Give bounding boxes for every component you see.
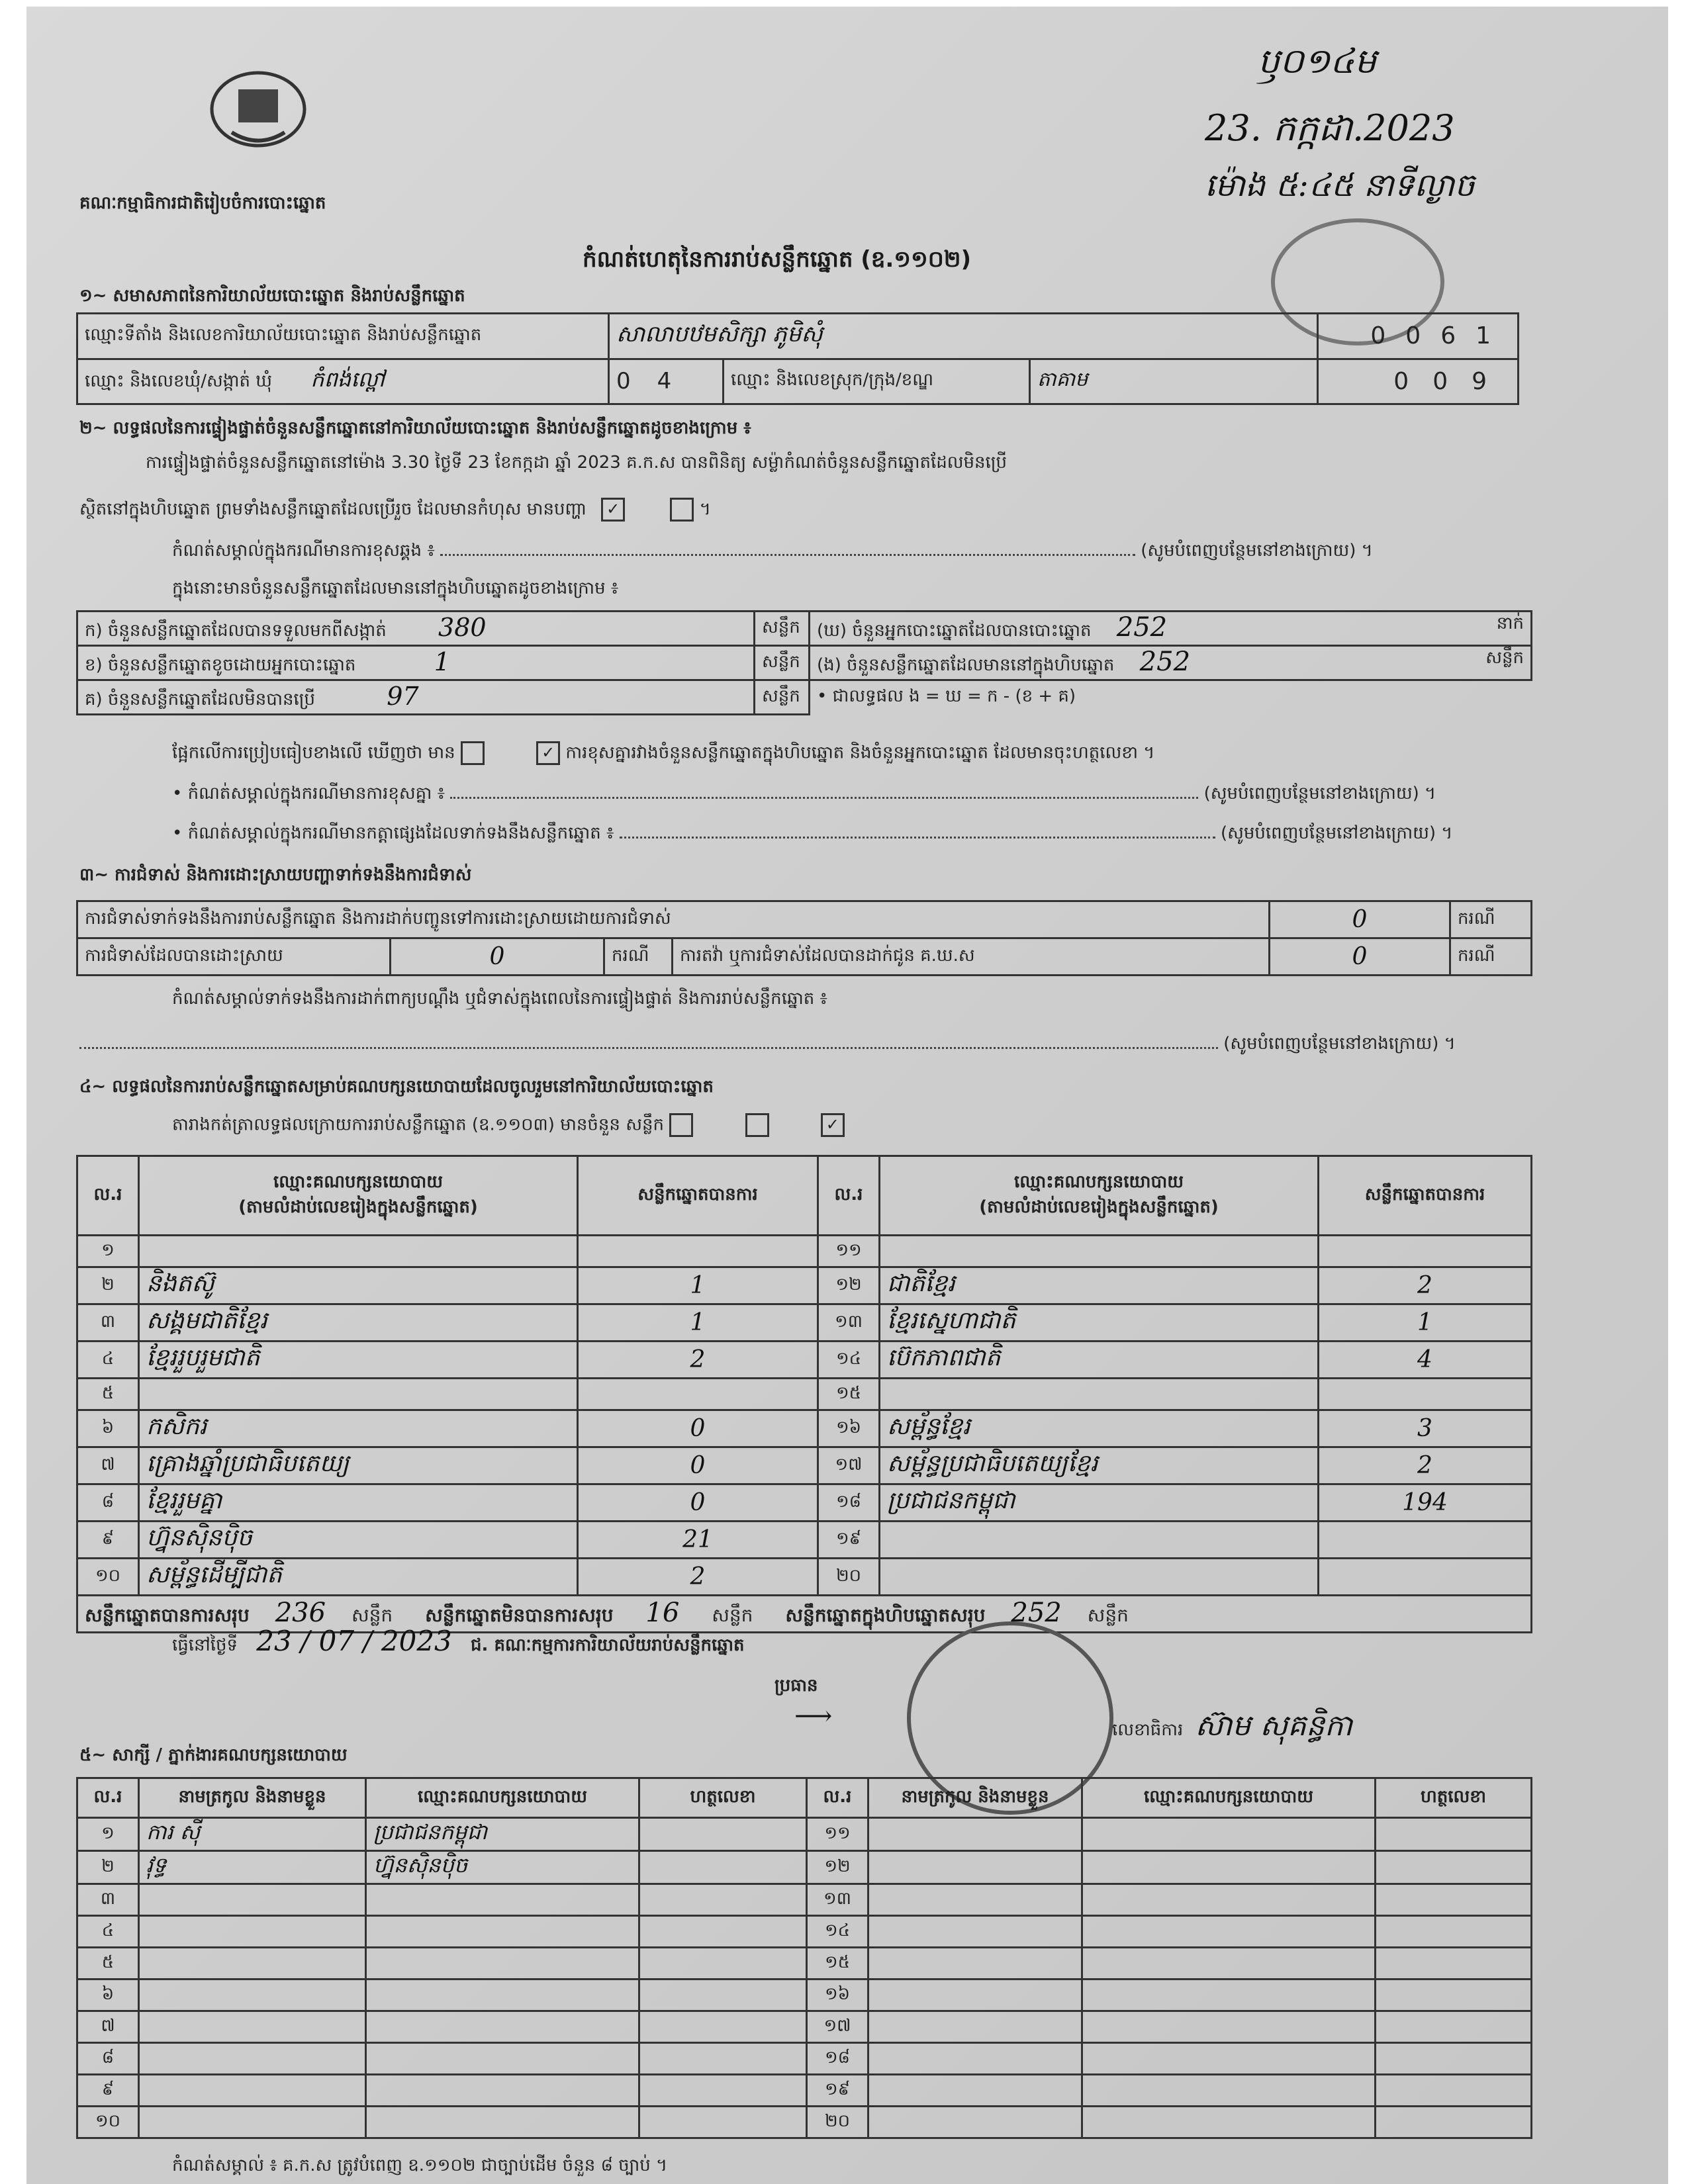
footer-note: កំណត់សម្គាល់ ៖ គ.ក.ស ត្រូវបំពេញ ឧ.១១០២ ជាច្បាប់ដើម ចំនួន ៨ ច្បាប់ ។ xyxy=(172,2156,668,2175)
row-c-unit: សន្លឹក xyxy=(755,680,810,715)
table-row xyxy=(77,1818,1532,1851)
witness-name xyxy=(868,1851,1082,1884)
bullet2-text: • កំណត់សម្គាល់ក្នុងករណីមានកត្តាផ្សេងដែលទាក់ទងនឹងសន្លឹកឆ្នោត ៖ xyxy=(172,823,614,843)
party-votes: 1 xyxy=(578,1267,818,1304)
party-votes: 0 xyxy=(578,1410,818,1447)
ballot-count-table xyxy=(76,610,1532,715)
party-name xyxy=(880,1559,1319,1596)
witness-name: ការ ស៊ី xyxy=(139,1818,366,1851)
witness-signature[interactable] xyxy=(639,1916,807,1948)
witness-party xyxy=(1082,1884,1376,1916)
bullet1-text: • កំណត់សម្គាល់ក្នុងករណីមានការខុសគ្នា ៖ xyxy=(172,784,445,803)
witness-no: ៧ xyxy=(77,2011,139,2043)
secretary-label: លេខាធិការ xyxy=(1112,1720,1184,1740)
col-no-right: ល.រ xyxy=(818,1156,880,1236)
party-votes: 0 xyxy=(578,1484,818,1522)
witness-col-no: ល.រ xyxy=(77,1778,139,1818)
party-votes: 2 xyxy=(1319,1447,1532,1484)
objection-table xyxy=(76,900,1532,976)
objection-row1-value: 0 xyxy=(1270,901,1450,938)
witness-no: ៨ xyxy=(77,2043,139,2075)
section3-heading: ៣~ ការជំទាស់ និងការដោះស្រាយបញ្ហាទាក់ទងនឹងការជំទាស់ xyxy=(79,865,472,885)
witness-no: ១៣ xyxy=(807,1884,868,1916)
total-invalid-label: សន្លឹកឆ្នោតមិនបានការសរុប xyxy=(425,1604,614,1626)
party-no: ៦ xyxy=(77,1410,139,1447)
party-no: ១៦ xyxy=(818,1410,880,1447)
party-name: សង្គមជាតិខ្មែរ xyxy=(139,1304,578,1342)
witness-name xyxy=(868,1884,1082,1916)
party-name: សម្ព័ន្ធខ្មែរ xyxy=(880,1410,1319,1447)
date-tail: ជ. គណៈកម្មការការិយាល័យរាប់សន្លឹកឆ្នោត xyxy=(471,1635,745,1655)
witness-table xyxy=(76,1777,1532,2139)
witness-no: ១៦ xyxy=(807,1979,868,2011)
table-row xyxy=(77,2011,1532,2043)
objection-row1-unit: ករណី xyxy=(1450,901,1532,938)
party-no: ៥ xyxy=(77,1379,139,1410)
section3-note-suffix: (សូមបំពេញបន្ថែមនៅខាងក្រោយ) ។ xyxy=(1223,1034,1456,1054)
row-a-label: ក) ចំនួនសន្លឹកឆ្នោតដែលបានទទួលមកពីសង្កាត់ xyxy=(85,620,387,641)
row-b-label: ខ) ចំនួនសន្លឹកឆ្នោតខូចដោយអ្នកបោះឆ្នោត xyxy=(85,655,356,675)
district-code: 9 xyxy=(1472,367,1511,395)
table-row xyxy=(77,1267,1532,1304)
witness-signature[interactable] xyxy=(1376,1851,1532,1884)
commune-code: 0 xyxy=(616,368,657,395)
table-row xyxy=(77,1522,1532,1559)
party-no: ១ xyxy=(77,1236,139,1267)
party-no: ៧ xyxy=(77,1447,139,1484)
witness-party: ប្រជាជនកម្ពុជា xyxy=(366,1818,639,1851)
witness-col-party-right: ឈ្មោះគណបក្សនយោបាយ xyxy=(1082,1778,1376,1818)
party-no: ៤ xyxy=(77,1342,139,1379)
objection-row2-value2: 0 xyxy=(1270,938,1450,976)
table-row xyxy=(77,2107,1532,2138)
party-name xyxy=(139,1379,578,1410)
witness-no: ៥ xyxy=(77,1948,139,1979)
witness-party xyxy=(366,1916,639,1948)
row-d-unit: នាក់ xyxy=(1496,614,1524,633)
party-name: ប្រជាជនកម្ពុជា xyxy=(880,1484,1319,1522)
secretary-name: ស៊ាម សុគន្ធិកា xyxy=(1195,1709,1352,1743)
chief-signature-icon: ⟶ xyxy=(794,1701,833,1731)
witness-name xyxy=(868,2075,1082,2107)
section5-heading: ៥~ សាក្សី / ភ្នាក់ងារគណបក្សនយោបាយ xyxy=(79,1745,348,1765)
witness-name xyxy=(868,2043,1082,2075)
district-value: តាគាម xyxy=(1030,359,1318,404)
intro-text: តារាងកត់ត្រាលទ្ធផលក្រោយការរាប់សន្លឹកឆ្នោត (ឧ.១១០៣) មានចំនួន សន្លឹក xyxy=(172,1115,664,1135)
table-row xyxy=(77,1979,1532,2011)
section2-para3: ក្នុងនោះមានចំនួនសន្លឹកឆ្នោតដែលមាននៅក្នុងហិបឆ្នោតដូចខាងក្រោម ៖ xyxy=(172,578,619,598)
row-e-value: 252 xyxy=(1139,647,1191,677)
witness-signature[interactable] xyxy=(1376,2107,1532,2138)
table-row xyxy=(77,1948,1532,1979)
secretary-line xyxy=(1112,1707,1352,1750)
objection-row2-unit2: ករណី xyxy=(1450,938,1532,976)
witness-party xyxy=(1082,1851,1376,1884)
witness-name xyxy=(139,2043,366,2075)
party-votes xyxy=(578,1236,818,1267)
table-row xyxy=(77,1342,1532,1379)
total-box-label: សន្លឹកឆ្នោតក្នុងហិបឆ្នោតសរុប xyxy=(785,1604,986,1626)
witness-party xyxy=(1082,2011,1376,2043)
code-digit: 1 xyxy=(1476,322,1511,350)
witness-party xyxy=(366,2107,639,2138)
commune-code: 4 xyxy=(657,368,698,395)
bullet-note-1 xyxy=(172,782,1536,807)
witness-party xyxy=(366,1979,639,2011)
section3-note xyxy=(172,987,1536,1013)
party-votes: 2 xyxy=(1319,1267,1532,1304)
objection-row2-value: 0 xyxy=(391,938,604,976)
bullet1-suffix: (សូមបំពេញបន្ថែមនៅខាងក្រោយ) ។ xyxy=(1203,784,1436,803)
party-no: ១៥ xyxy=(818,1379,880,1410)
witness-name xyxy=(139,1916,366,1948)
witness-party xyxy=(366,2075,639,2107)
witness-party xyxy=(1082,1916,1376,1948)
party-no: ៣ xyxy=(77,1304,139,1342)
date-line xyxy=(172,1625,744,1659)
table-row xyxy=(77,2043,1532,2075)
witness-signature[interactable] xyxy=(1376,2043,1532,2075)
witness-party xyxy=(366,1884,639,1916)
row-e-unit: សន្លឹក xyxy=(1485,648,1524,668)
party-votes xyxy=(1319,1379,1532,1410)
witness-no: ១៧ xyxy=(807,2011,868,2043)
witness-signature[interactable] xyxy=(639,2107,807,2138)
witness-signature[interactable] xyxy=(639,2075,807,2107)
party-votes xyxy=(1319,1522,1532,1559)
witness-signature[interactable] xyxy=(639,2043,807,2075)
party-name: កសិករ xyxy=(139,1410,578,1447)
witness-signature[interactable] xyxy=(1376,1884,1532,1916)
section4-heading: ៤~ លទ្ធផលនៃការរាប់សន្លឹកឆ្នោតសម្រាប់គណបក្សនយោបាយដែលចូលរួមនៅការិយាល័យបោះឆ្នោត xyxy=(79,1077,714,1097)
col-votes: សន្លឹកឆ្នោតបានការ xyxy=(578,1156,818,1236)
col-party-sub-right: (តាមលំដាប់លេខរៀងក្នុងសន្លឹកឆ្នោត) xyxy=(979,1197,1219,1217)
witness-signature[interactable] xyxy=(639,1979,807,2011)
witness-party xyxy=(366,2011,639,2043)
witness-col-party: ឈ្មោះគណបក្សនយោបាយ xyxy=(366,1778,639,1818)
objection-row2-label2: ការតវ៉ា ឬការជំទាស់ដែលបានដាក់ជូន គ.ឃ.ស xyxy=(673,938,1270,976)
party-name: សម្ព័ន្ធប្រជាធិបតេយ្យខ្មែរ xyxy=(880,1447,1319,1484)
commune-label: ឈ្មោះ និងលេខឃុំ/សង្កាត់ ឃុំ xyxy=(85,371,273,391)
code-digit: 0 xyxy=(1405,322,1441,350)
witness-name xyxy=(139,1948,366,1979)
location-value: សាលាបឋមសិក្សា ភូមិសុំ xyxy=(609,314,1318,359)
table-row xyxy=(77,1559,1532,1596)
witness-no: ១៩ xyxy=(807,2075,868,2107)
row-b-value: 1 xyxy=(434,647,450,676)
witness-no: ១៨ xyxy=(807,2043,868,2075)
row-d-label: (ឃ) ចំនួនអ្នកបោះឆ្នោតដែលបានបោះឆ្នោត xyxy=(817,621,1092,641)
witness-col-name-right: នាមត្រកូល និងនាមខ្លួន xyxy=(868,1778,1082,1818)
witness-no: ១ xyxy=(77,1818,139,1851)
witness-col-sign-right: ហត្ថលេខា xyxy=(1376,1778,1532,1818)
total-valid: 236 xyxy=(275,1597,326,1628)
witness-party xyxy=(1082,2075,1376,2107)
party-no: ១០ xyxy=(77,1559,139,1596)
party-no: ១២ xyxy=(818,1267,880,1304)
row-e-label: (ង) ចំនួនសន្លឹកឆ្នោតដែលមាននៅក្នុងហិបឆ្នោត xyxy=(817,655,1115,675)
party-name xyxy=(139,1236,578,1267)
row-a-value: 380 xyxy=(438,612,487,642)
witness-signature[interactable] xyxy=(639,1818,807,1851)
witness-no: ២០ xyxy=(807,2107,868,2138)
party-name: ប៊េកភាពជាតិ xyxy=(880,1342,1319,1379)
bullet2-suffix: (សូមបំពេញបន្ថែមនៅខាងក្រោយ) ។ xyxy=(1220,823,1453,843)
witness-no: ១១ xyxy=(807,1818,868,1851)
table-row xyxy=(77,1484,1532,1522)
table-row xyxy=(77,1236,1532,1267)
total-invalid: 16 xyxy=(645,1597,680,1628)
commune-value: កំពង់ល្ពៅ xyxy=(310,366,385,392)
row-a-unit: សន្លឹក xyxy=(755,612,810,646)
party-name xyxy=(880,1522,1319,1559)
table-row xyxy=(77,1304,1532,1342)
witness-col-sign: ហត្ថលេខា xyxy=(639,1778,807,1818)
witness-no: ១៥ xyxy=(807,1948,868,1979)
table-row xyxy=(77,1916,1532,1948)
witness-col-no-right: ល.រ xyxy=(807,1778,868,1818)
witness-name xyxy=(139,1979,366,2011)
checkbox-yes[interactable]: ✓ xyxy=(601,498,625,522)
district-code: 0 xyxy=(1432,367,1472,395)
bullet-note-2 xyxy=(172,822,1536,847)
table-row xyxy=(77,1447,1532,1484)
total-box-unit: សន្លឹក xyxy=(1087,1604,1129,1626)
date-label: ធ្វើនៅថ្ងៃទី xyxy=(172,1635,238,1655)
hand-note-1: ឫ០១៤ម xyxy=(1258,42,1377,81)
witness-name xyxy=(139,1884,366,1916)
section2-para4 xyxy=(172,741,1536,767)
sheet-count-box-1[interactable] xyxy=(669,1113,693,1137)
party-name xyxy=(880,1236,1319,1267)
witness-name xyxy=(868,1948,1082,1979)
col-party: ឈ្មោះគណបក្សនយោបាយ xyxy=(273,1171,443,1192)
party-votes: 2 xyxy=(578,1342,818,1379)
witness-signature[interactable] xyxy=(639,1948,807,1979)
witness-no: ៣ xyxy=(77,1884,139,1916)
party-name: និងតស៊ូ xyxy=(139,1267,578,1304)
witness-no: ២ xyxy=(77,1851,139,1884)
party-no: ៩ xyxy=(77,1522,139,1559)
section2-para2-tail: ។ xyxy=(699,499,711,520)
witness-party xyxy=(1082,1818,1376,1851)
witness-signature[interactable] xyxy=(1376,1948,1532,1979)
witness-signature[interactable] xyxy=(1376,1979,1532,2011)
total-valid-unit: សន្លឹក xyxy=(352,1604,393,1626)
party-name: ជាតិខ្មែរ xyxy=(880,1267,1319,1304)
section2-note xyxy=(172,539,1523,565)
witness-signature[interactable] xyxy=(1376,1916,1532,1948)
section3-note-text: កំណត់សម្គាល់ទាក់ទងនឹងការដាក់ពាក្យបណ្ដឹង ឬជំទាស់ក្នុងពេលនៃការផ្ទៀងផ្ទាត់ និងការរាប់សន្លឹកឆ្នោត ៖ xyxy=(172,989,827,1009)
party-name: សម្ព័ន្ធដើម្បីជាតិ xyxy=(139,1559,578,1596)
witness-party xyxy=(366,2043,639,2075)
objection-row2-label: ការជំទាស់ដែលបានដោះស្រាយ xyxy=(77,938,391,976)
witness-signature[interactable] xyxy=(639,2011,807,2043)
code-digit: 0 xyxy=(1370,322,1406,350)
party-no: ១៨ xyxy=(818,1484,880,1522)
col-votes-right: សន្លឹកឆ្នោតបានការ xyxy=(1319,1156,1532,1236)
witness-no: ១៤ xyxy=(807,1916,868,1948)
party-votes xyxy=(578,1379,818,1410)
sheet-count-box-3[interactable]: ✓ xyxy=(821,1113,845,1137)
code-digit: 6 xyxy=(1440,322,1476,350)
total-box: 252 xyxy=(1011,1597,1062,1628)
party-no: ១៣ xyxy=(818,1304,880,1342)
party-no: ១៤ xyxy=(818,1342,880,1379)
sheet-count-box-2[interactable] xyxy=(745,1113,769,1137)
chief-label: ប្រធាន xyxy=(774,1676,818,1696)
witness-party: ហ្វ៊ុនស៊ិនប៉ិច xyxy=(366,1851,639,1884)
objection-row1-label: ការជំទាស់ទាក់ទងនឹងការរាប់សន្លឹកឆ្នោត និងការដាក់បញ្ចូនទៅការដោះស្រាយដោយការជំទាស់ xyxy=(77,901,1270,938)
row-c-label: គ) ចំនួនសន្លឹកឆ្នោតដែលមិនបានប្រើ xyxy=(85,689,315,709)
party-name xyxy=(880,1379,1319,1410)
party-no: ១៧ xyxy=(818,1447,880,1484)
col-party-right: ឈ្មោះគណបក្សនយោបាយ xyxy=(1014,1171,1184,1192)
witness-no: ៩ xyxy=(77,2075,139,2107)
table-row xyxy=(77,1379,1532,1410)
party-name: ហ្វ៊ុនស៊ិនប៉ិច xyxy=(139,1522,578,1559)
row-b-unit: សន្លឹក xyxy=(755,646,810,680)
col-no: ល.រ xyxy=(77,1156,139,1236)
hand-note-3: ម៉ោង ៥:៤៥ នាទីល្ងាច xyxy=(1205,167,1475,204)
org-name: គណៈកម្មាធិការជាតិរៀបចំការបោះឆ្នោត xyxy=(79,193,326,213)
witness-party xyxy=(1082,2043,1376,2075)
party-no: ៨ xyxy=(77,1484,139,1522)
party-name: ខ្មែររួបរួមជាតិ xyxy=(139,1342,578,1379)
table-row xyxy=(77,1851,1532,1884)
witness-name: វុទ្ធ xyxy=(139,1851,366,1884)
witness-signature[interactable] xyxy=(1376,2075,1532,2107)
witness-signature[interactable] xyxy=(639,1851,807,1884)
witness-party xyxy=(366,1948,639,1979)
witness-name xyxy=(139,2075,366,2107)
section1-table xyxy=(76,312,1519,405)
section1-heading: ១~ សមាសភាពនៃការិយាល័យបោះឆ្នោត និងរាប់សន្លឹកឆ្នោត xyxy=(79,286,465,306)
section2-para2-text: ស្ថិតនៅក្នុងហិបឆ្នោត ព្រមទាំងសន្លឹកឆ្នោតដែលប្រើរួច ដែលមានកំហុស មានបញ្ហា xyxy=(79,499,586,520)
scanned-form xyxy=(26,7,1668,2184)
witness-party xyxy=(1082,2107,1376,2138)
section2-heading: ២~ លទ្ធផលនៃការផ្ទៀងផ្ទាត់ចំនួនសន្លឹកឆ្នោតនៅការិយាល័យបោះឆ្នោត និងរាប់សន្លឹកឆ្នោតដូចខាងក្រោម ៖ xyxy=(79,418,751,438)
row-c-value: 97 xyxy=(387,681,419,711)
party-votes xyxy=(1319,1236,1532,1267)
emblem-icon xyxy=(205,69,311,156)
district-code: 0 xyxy=(1393,367,1433,395)
witness-party xyxy=(1082,1948,1376,1979)
party-no: ១៩ xyxy=(818,1522,880,1559)
party-votes: 1 xyxy=(578,1304,818,1342)
party-votes: 3 xyxy=(1319,1410,1532,1447)
party-votes: 0 xyxy=(578,1447,818,1484)
party-no: ២ xyxy=(77,1267,139,1304)
witness-no: ១០ xyxy=(77,2107,139,2138)
table-row xyxy=(77,1884,1532,1916)
witness-no: ៦ xyxy=(77,1979,139,2011)
date-value: 23 / 07 / 2023 xyxy=(256,1625,452,1657)
party-votes: 4 xyxy=(1319,1342,1532,1379)
witness-signature[interactable] xyxy=(1376,1818,1532,1851)
party-name: គ្រោងឆ្នាំប្រជាធិបតេយ្យ xyxy=(139,1447,578,1484)
party-votes: 21 xyxy=(578,1522,818,1559)
formula-text: • ជាលទ្ធផល ង = ឃ = ក - (ខ + គ) xyxy=(817,686,1076,707)
witness-name xyxy=(868,2011,1082,2043)
total-invalid-unit: សន្លឹក xyxy=(712,1604,753,1626)
witness-name xyxy=(868,1818,1082,1851)
party-votes: 2 xyxy=(578,1559,818,1596)
checkbox-no[interactable] xyxy=(670,498,694,522)
party-no: ១១ xyxy=(818,1236,880,1267)
section3-note-line xyxy=(79,1032,1536,1058)
witness-name xyxy=(139,2107,366,2138)
party-name: ខ្មែរស្នេហាជាតិ xyxy=(880,1304,1319,1342)
para4-tail: ការខុសគ្នារវាងចំនួនសន្លឹកឆ្នោតក្នុងហិបឆ្នោត និងចំនួនអ្នកបោះឆ្នោត ដែលមានចុះហត្ថលេខា ។ xyxy=(565,743,1155,763)
party-no: ២០ xyxy=(818,1559,880,1596)
witness-col-name: នាមត្រកូល និងនាមខ្លួន xyxy=(139,1778,366,1818)
witness-name xyxy=(868,1979,1082,2011)
location-label: ឈ្មោះទីតាំង និងលេខការិយាល័យបោះឆ្នោត និងរាប់សន្លឹកឆ្នោត xyxy=(77,314,609,359)
party-results-table xyxy=(76,1155,1532,1633)
objection-row2-unit: ករណី xyxy=(604,938,673,976)
checkbox-none[interactable]: ✓ xyxy=(536,741,560,765)
table-row xyxy=(77,2075,1532,2107)
section2-para1: ការផ្ទៀងផ្ទាត់ចំនួនសន្លឹកឆ្នោតនៅម៉ោង 3.30 ថ្ងៃទី 23 ខែកក្កដា ឆ្នាំ 2023 គ.ក.ស បានពិនិត្យ សម្ល៉ាកំណត់ចំនួនសន្លឹកឆ្នោតដែលមិនប្រើ xyxy=(146,453,1008,473)
witness-no: ៤ xyxy=(77,1916,139,1948)
table-row xyxy=(77,1410,1532,1447)
party-name: ខ្មែរ​រួមគ្នា xyxy=(139,1484,578,1522)
total-valid-label: សន្លឹកឆ្នោតបានការសរុប xyxy=(85,1604,250,1626)
checkbox-has[interactable] xyxy=(461,741,485,765)
row-d-value: 252 xyxy=(1116,612,1168,643)
form-title: កំណត់ហេតុនៃការរាប់សន្លឹកឆ្នោត (ឧ.១១០២) xyxy=(583,246,972,273)
para4-text: ផ្អែកលើការប្រៀបធៀបខាងលើ ឃើញថា មាន xyxy=(172,743,455,763)
note-label: កំណត់សម្គាល់ក្នុងករណីមានការខុសឆ្គង ៖ xyxy=(172,541,435,561)
col-party-sub: (តាមលំដាប់លេខរៀងក្នុងសន្លឹកឆ្នោត) xyxy=(238,1197,478,1217)
witness-name xyxy=(868,2107,1082,2138)
hand-note-2: 23. កក្កដា.2023 xyxy=(1205,107,1455,149)
party-votes: 194 xyxy=(1319,1484,1532,1522)
witness-name xyxy=(868,1916,1082,1948)
section2-para2 xyxy=(79,498,711,523)
note-suffix: (សូមបំពេញបន្ថែមនៅខាងក្រោយ) ។ xyxy=(1141,541,1373,561)
witness-name xyxy=(139,2011,366,2043)
witness-no: ១២ xyxy=(807,1851,868,1884)
witness-party xyxy=(1082,1979,1376,2011)
witness-signature[interactable] xyxy=(639,1884,807,1916)
party-votes: 1 xyxy=(1319,1304,1532,1342)
district-label: ឈ្មោះ និងលេខស្រុក/ក្រុង/ខណ្ឌ xyxy=(724,359,1030,404)
party-votes xyxy=(1319,1559,1532,1596)
witness-signature[interactable] xyxy=(1376,2011,1532,2043)
section4-intro xyxy=(172,1113,845,1139)
